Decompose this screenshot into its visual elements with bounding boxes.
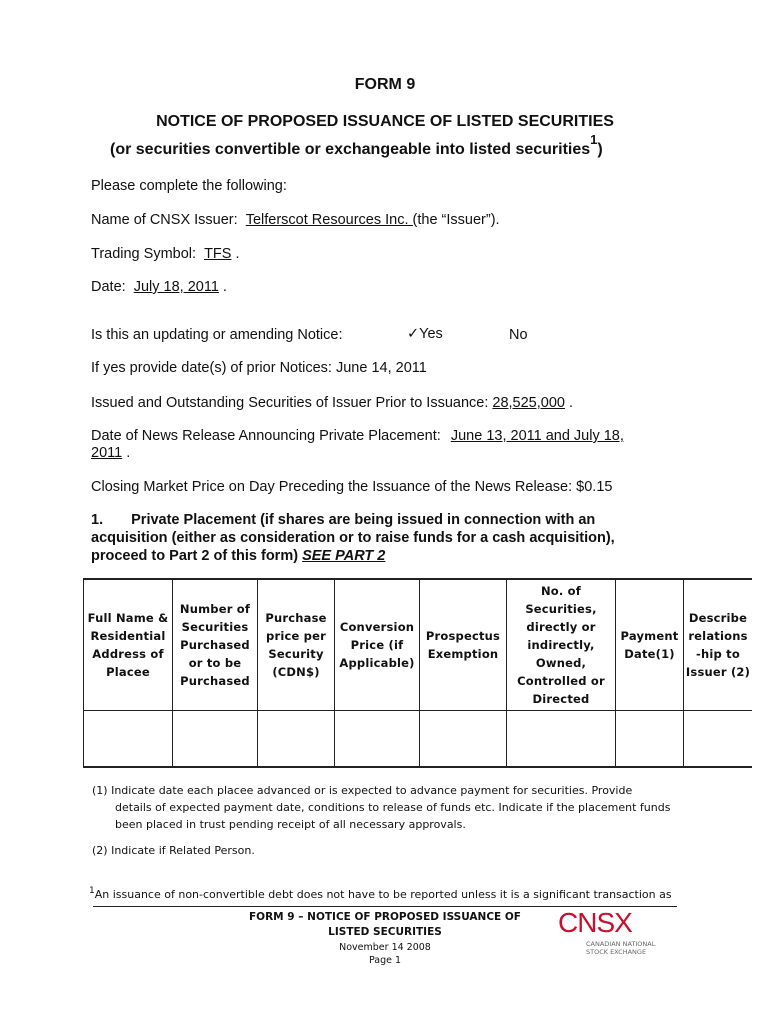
table-header-line: Date(1)	[624, 647, 675, 661]
cell-payment-date[interactable]	[616, 711, 684, 768]
table-header-line: No. of	[540, 584, 581, 598]
table-header-line: (CDN$)	[272, 665, 320, 679]
section-1-line-3: proceed to Part 2 of this form) SEE PART 2	[91, 548, 386, 564]
note-2: (2) Indicate if Related Person.	[92, 844, 255, 857]
section-1-line-2: acquisition (either as consideration or to raise funds for a cash acquisition),	[91, 530, 615, 546]
intro-text: Please complete the following:	[91, 178, 287, 194]
table-header-line: Directed	[532, 692, 590, 706]
symbol-line: Trading Symbol: TFS .	[91, 246, 240, 262]
table-header-line: Purchased	[180, 674, 250, 688]
table-header-line: Securities,	[525, 602, 597, 616]
issuer-line: Name of CNSX Issuer: Telferscot Resources Inc. (the “Issuer”).	[91, 212, 500, 228]
cell-prospectus-exemption[interactable]	[420, 711, 507, 768]
amend-label: Is this an updating or amending Notice:	[91, 327, 343, 343]
header-relationship	[684, 579, 753, 711]
table-header-line: price per	[266, 629, 326, 643]
cell-no-of-securities[interactable]	[507, 711, 616, 768]
header-conversion-price	[335, 579, 420, 711]
section-number: 1.	[91, 512, 104, 528]
issuer-name: Telferscot Resources Inc. (	[245, 212, 418, 228]
table-header-line: Security	[268, 647, 324, 661]
table-header-line: Address of	[92, 647, 164, 661]
table-header-line: Exemption	[427, 647, 499, 661]
date-line: Date: July 18, 2011 .	[91, 279, 227, 295]
header-prospectus-exemption	[420, 579, 507, 711]
outstanding-line: Issued and Outstanding Securities of Issuer Prior to Issuance: 28,525,000 .	[91, 395, 574, 411]
table-header-line: Residential	[90, 629, 166, 643]
news-release-line-2: 2011 .	[91, 445, 131, 461]
section-1-heading: 1. Private Placement (if shares are being issued in connection with an	[91, 512, 596, 528]
checkmark-icon: ✓	[407, 326, 420, 342]
footer-date: November 14 2008	[339, 942, 431, 953]
cell-purchase-price[interactable]	[258, 711, 335, 768]
cnsx-logo-mark: CNSX	[558, 907, 632, 938]
note-1: (1) Indicate date each placee advanced or is expected to advance payment for securities. Provide details of expected payment date, conditions to release of funds etc. Indicate if the placement funds been placed in trust pending receipt of all necessary approvals.	[92, 784, 671, 831]
see-part-2-link[interactable]: SEE PART 2	[302, 548, 386, 564]
table-header-line: Describe	[688, 611, 748, 625]
table-header-line: Placee	[106, 665, 150, 679]
header-payment-date	[616, 579, 684, 711]
table-header-line: Issuer (2)	[685, 665, 751, 679]
news-release-line: Date of News Release Announcing Private Placement: June 13, 2011 and July 18,	[91, 428, 624, 444]
outstanding-value: 28,525,000	[492, 395, 565, 411]
table-header-line: Owned,	[535, 656, 587, 670]
news-release-dates: June 13, 2011 and July 18,	[450, 428, 624, 444]
table-header-line: Purchased	[180, 638, 250, 652]
form-subtitle: (or securities convertible or exchangeable into listed securities$^1$)	[110, 132, 603, 158]
table-header-line: Purchase	[265, 611, 327, 625]
cell-full-name[interactable]	[84, 711, 173, 768]
header-purchase-price	[258, 579, 335, 711]
cell-number-of-securities[interactable]	[173, 711, 258, 768]
table-header-line: Applicable)	[339, 656, 415, 670]
trading-symbol: TFS	[204, 246, 232, 262]
table-header-line: Price (if	[350, 638, 404, 652]
table-header-line: Full Name &	[87, 611, 169, 625]
cell-relationship[interactable]	[684, 711, 753, 768]
table-header-line: relations	[688, 629, 748, 643]
table-header-row	[84, 579, 753, 711]
notice-date: July 18, 2011	[133, 279, 219, 295]
cnsx-logo: CNSX CANADIAN NATIONAL STOCK EXCHANGE	[558, 908, 678, 956]
table-header-line: or to be	[188, 656, 242, 670]
table-header-line: Number of	[179, 602, 251, 616]
footer-text: FORM 9 – NOTICE OF PROPOSED ISSUANCE OF LISTED SECURITIES November 14 2008 Page 1	[200, 910, 570, 967]
table-header-line: indirectly,	[527, 638, 595, 652]
footnote-ref: 1	[590, 132, 598, 147]
table-header-line: Payment	[620, 629, 679, 643]
header-no-of-securities	[507, 579, 616, 711]
header-full-name	[84, 579, 173, 711]
table-header-line: Securities	[181, 620, 249, 634]
amend-yes: ✓Yes	[407, 326, 443, 342]
cell-conversion-price[interactable]	[335, 711, 420, 768]
table-header-line: Prospectus	[425, 629, 501, 643]
amend-no: No	[509, 327, 528, 343]
table-row	[84, 711, 753, 768]
table-header-line: Conversion	[339, 620, 415, 634]
table-header-line: directly or	[526, 620, 596, 634]
table-header-line: Controlled or	[517, 674, 605, 688]
form-number: FORM 9	[354, 76, 416, 93]
form-title: NOTICE OF PROPOSED ISSUANCE OF LISTED SECURITIES	[156, 113, 614, 130]
page-number: Page 1	[368, 955, 402, 966]
placement-table	[83, 578, 752, 768]
footnote-1: $^1$An issuance of non-convertible debt does not have to be reported unless it is a significant transaction as	[89, 886, 672, 901]
prior-notices: If yes provide date(s) of prior Notices: June 14, 2011	[91, 360, 427, 376]
header-number-of-securities	[173, 579, 258, 711]
table-header-line: -hip to	[696, 647, 740, 661]
closing-price: Closing Market Price on Day Preceding the Issuance of the News Release: $0.15	[91, 479, 613, 495]
